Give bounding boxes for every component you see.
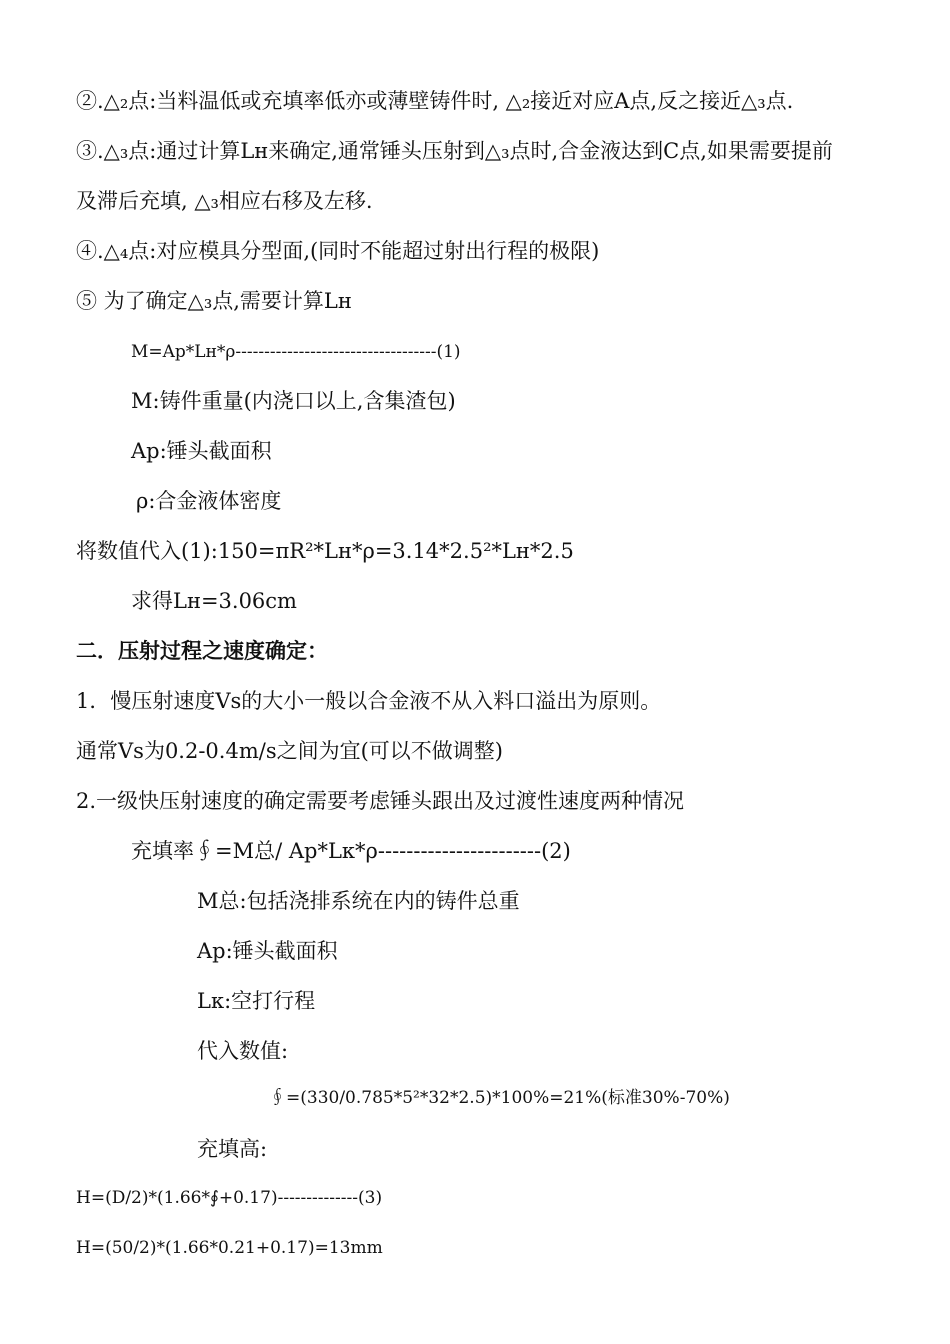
definition-m-total: M总:包括浇排系统在内的铸件总重 xyxy=(197,889,520,913)
paragraph-point-3: ③.△₃点:通过计算Lн来确定,通常锤头压射到△₃点时,合金液达到C点,如果需要提前 xyxy=(76,139,833,163)
fill-height-label: 充填高: xyxy=(197,1137,268,1161)
definition-ap-2: Ap:锤头截面积 xyxy=(197,939,338,963)
fill-height-result: H=(50/2)*(1.66*0.21+0.17)=13mm xyxy=(76,1238,383,1258)
fill-rate-calc: ∮=(330/0.785*5²*32*2.5)*100%=21%(标准30%-70%) xyxy=(269,1088,730,1108)
formula-3: H=(D/2)*(1.66*∮+0.17)--------------(3) xyxy=(76,1188,383,1208)
paragraph-point-2: ②.△₂点:当料温低或充填率低亦或薄壁铸件时, △₂接近对应A点,反之接近△₃点. xyxy=(76,89,794,113)
substitute-values-1: 将数值代入(1):150=πR²*Lн*ρ=3.14*2.5²*Lн*2.5 xyxy=(76,539,574,563)
definition-rho: ρ:合金液体密度 xyxy=(136,489,282,513)
formula-1: M=Ap*Lн*ρ-----------------------------------(1) xyxy=(131,342,461,362)
paragraph-vs-range: 通常Vs为0.2-0.4m/s之间为宜(可以不做调整) xyxy=(76,739,503,763)
result-lh: 求得Lн=3.06cm xyxy=(131,589,297,613)
definition-lk: Lκ:空打行程 xyxy=(197,989,316,1013)
paragraph-point-4: ④.△₄点:对应模具分型面,(同时不能超过射出行程的极限) xyxy=(76,239,600,263)
section-heading-speed: 二．压射过程之速度确定： xyxy=(76,638,328,663)
formula-2: 充填率∮=M总/ Ap*Lκ*ρ-----------------------(2) xyxy=(131,839,571,863)
substitute-label: 代入数值: xyxy=(197,1039,289,1063)
definition-ap: Ap:锤头截面积 xyxy=(131,439,272,463)
paragraph-fast-speed: 2.一级快压射速度的确定需要考虑锤头跟出及过渡性速度两种情况 xyxy=(76,789,685,813)
paragraph-point-5: ⑤ 为了确定△₃点,需要计算Lн xyxy=(76,289,352,313)
paragraph-slow-speed: 1．慢压射速度Vs的大小一般以合金液不从入料口溢出为原则。 xyxy=(76,689,662,713)
definition-m: M:铸件重量(内浇口以上,含集渣包) xyxy=(131,389,456,413)
paragraph-point-3-cont: 及滞后充填, △₃相应右移及左移. xyxy=(76,189,373,213)
